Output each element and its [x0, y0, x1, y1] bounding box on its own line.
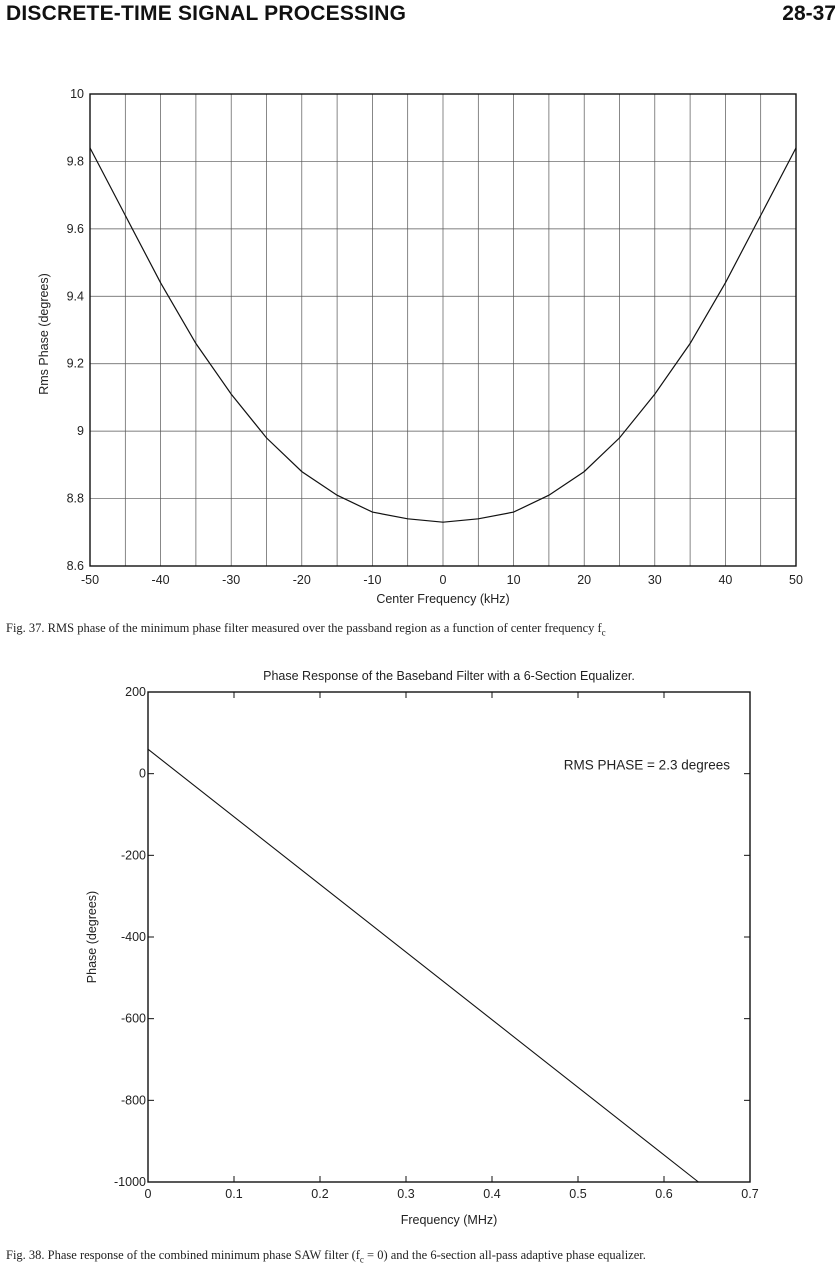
x-tick-label: 0: [144, 1187, 152, 1201]
y-axis-label: Rms Phase (degrees): [37, 273, 51, 395]
x-tick-label: 0.1: [225, 1187, 243, 1201]
y-tick-label: 9.8: [66, 154, 84, 169]
x-tick-label: -40: [151, 573, 170, 587]
x-tick-label: 0.7: [741, 1187, 759, 1201]
y-tick-label: 9: [77, 424, 84, 439]
x-axis-label: Center Frequency (kHz): [376, 592, 510, 606]
page-number: 28-37: [782, 2, 836, 25]
y-tick-label: -600: [120, 1011, 146, 1026]
y-tick-label: -800: [120, 1093, 146, 1108]
x-tick-label: 0: [439, 573, 447, 587]
x-tick-label: -10: [363, 573, 382, 587]
x-tick-label: 30: [647, 573, 662, 587]
y-tick-label: -400: [120, 930, 146, 944]
figure-37-caption: Fig. 37. RMS phase of the minimum phase filter measured over the passband region as a function of center frequency $f_c$: [6, 621, 606, 638]
x-axis-label: Frequency (MHz): [400, 1213, 498, 1227]
x-tick-label: 40: [718, 573, 733, 587]
x-tick-label: -30: [222, 573, 241, 587]
x-tick-label: 0.5: [569, 1187, 587, 1201]
x-tick-label: 0.3: [397, 1187, 415, 1201]
y-axis-label: Phase (degrees): [85, 890, 99, 984]
x-tick-label: 0.4: [483, 1187, 501, 1201]
chart-title: Phase Response of the Baseband Filter with a 6-Section Equalizer.: [263, 669, 635, 683]
rms-phase-annotation: RMS PHASE = 2.3 degrees: [563, 757, 730, 773]
x-tick-label: 10: [506, 573, 521, 587]
y-tick-label: -1000: [114, 1175, 146, 1189]
y-tick-label: 8.6: [66, 559, 84, 573]
y-tick-label: 200: [125, 685, 146, 699]
rms-phase-chart: [0, 0, 838, 620]
phase-response-line: [148, 749, 698, 1182]
phase-response-chart: [0, 640, 838, 1240]
y-tick-label: 8.8: [66, 491, 84, 506]
y-tick-label: 9.4: [66, 289, 84, 304]
x-tick-label: -50: [80, 573, 100, 587]
running-title: DISCRETE-TIME SIGNAL PROCESSING: [6, 2, 407, 25]
x-tick-label: -20: [292, 573, 311, 587]
x-tick-label: 0.2: [311, 1187, 329, 1201]
y-tick-label: 10: [70, 87, 84, 101]
y-tick-label: -200: [120, 848, 146, 863]
x-tick-label: 20: [577, 573, 592, 587]
figure-38-caption: Fig. 38. Phase response of the combined minimum phase SAW filter $(f_c = 0)$ and the 6-section all-pass adaptive phase equalizer.: [6, 1248, 646, 1265]
y-tick-label: 9.6: [66, 221, 84, 236]
y-tick-label: 0: [139, 766, 146, 781]
x-tick-label: 0.6: [655, 1187, 673, 1201]
x-tick-label: 50: [789, 573, 803, 587]
y-tick-label: 9.2: [66, 356, 84, 371]
